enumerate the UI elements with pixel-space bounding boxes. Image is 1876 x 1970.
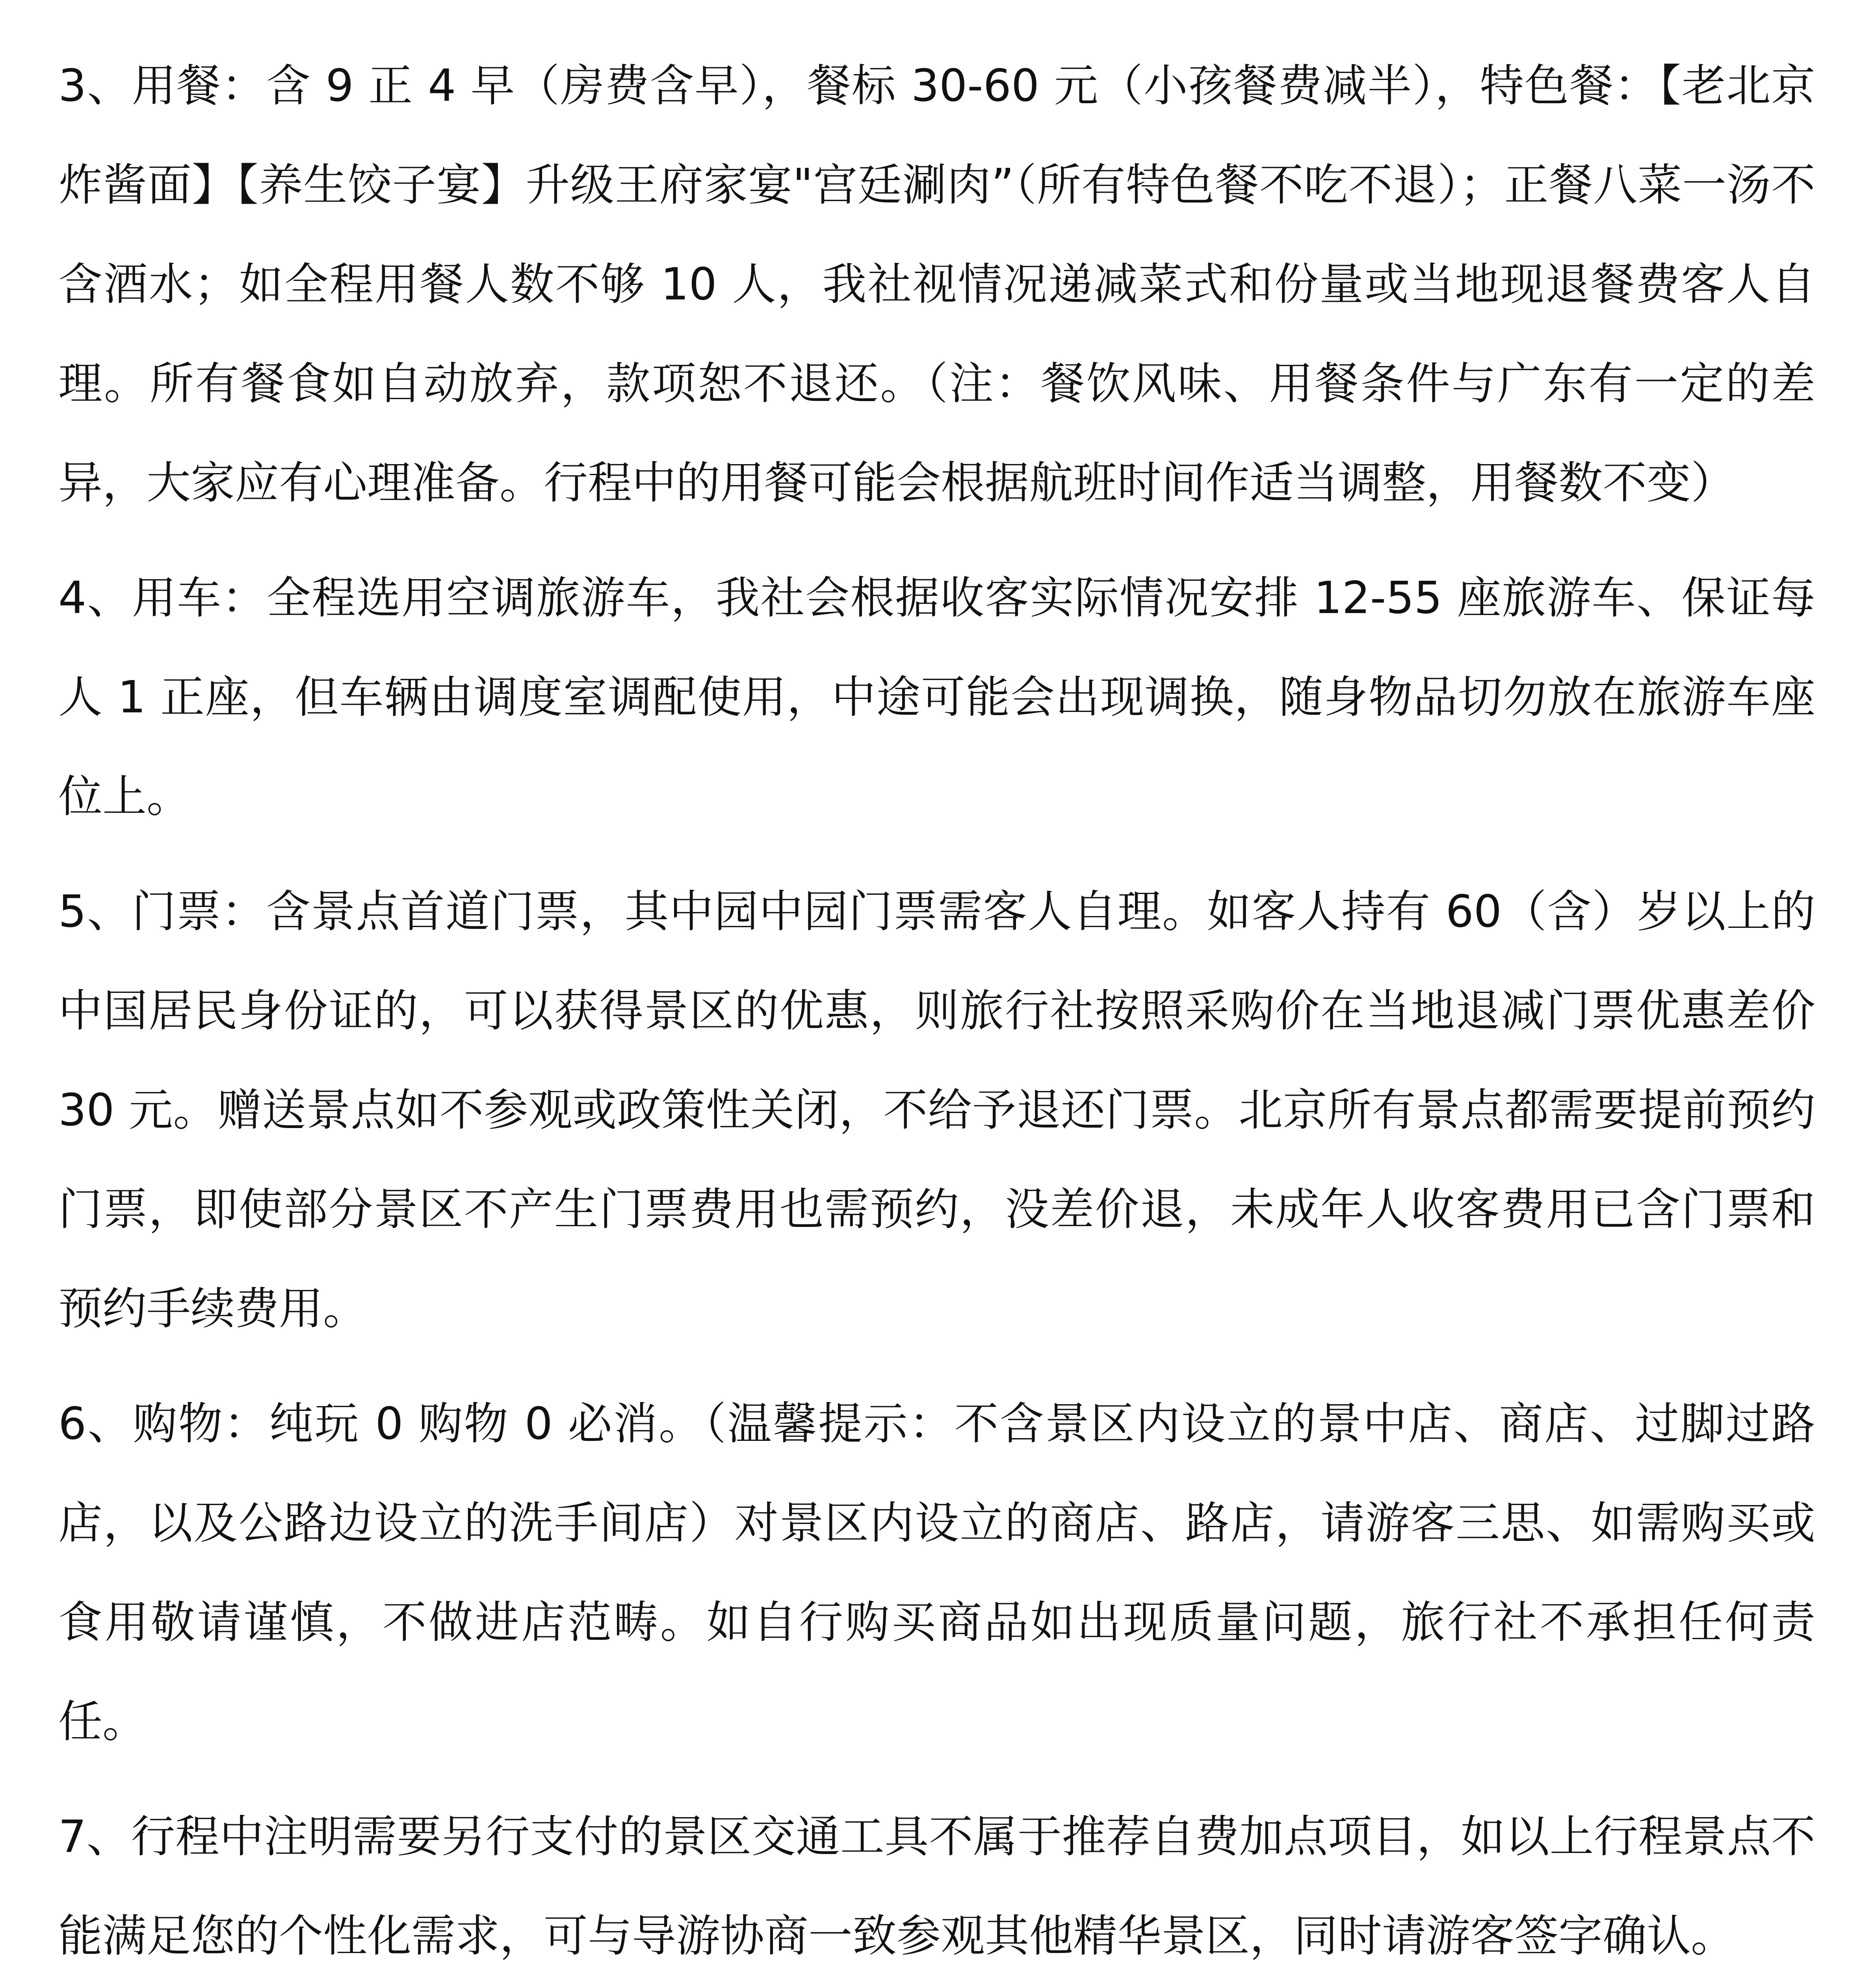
shopping-paragraph: 6、购物：纯玩 0 购物 0 必消。（温馨提示：不含景区内设立的景中店、商店、过脚过路店，以及公路边设立的洗手间店）对景区内设立的商店、路店，请游客三思、如需购买或食用敬请谨慎，不做进店范畴。如自行购买商品如出现质量问题，旅行社不承担任何责任。 — [58, 1398, 1815, 1747]
meal-paragraph: 3、用餐：含 9 正 4 早（房费含早），餐标 30-60 元（小孩餐费减半），特色餐：【老北京炸酱面】【养生饺子宴】升级王府家宴"宫廷涮肉”（所有特色餐不吃不退）；正餐八菜一汤不含酒水；如全程用餐人数不够 10 人，我社视情况递减菜式和份量或当地现退餐费客人自理。所有餐食如自动放弃，款项恕不退还。（注：餐饮风味、用餐条件与广东有一定的差异，大家应有心理准备。行程中的用餐可能会根据航班时间作适当调整，用餐数不变） — [58, 60, 1815, 509]
transport-note-paragraph: 7、行程中注明需要另行支付的景区交通工具不属于推荐自费加点项目，如以上行程景点不能满足您的个性化需求，可与导游协商一致参观其他精华景区，同时请游客签字确认。 — [58, 1811, 1815, 1962]
vehicle-paragraph: 4、用车：全程选用空调旅游车，我社会根据收客实际情况安排 12-55 座旅游车、保证每人 1 正座，但车辆由调度室调配使用，中途可能会出现调换，随身物品切勿放在旅游车座位上。 — [58, 572, 1815, 822]
document-body — [58, 36, 1815, 1970]
ticket-paragraph: 5、门票：含景点首道门票，其中园中园门票需客人自理。如客人持有 60（含）岁以上的中国居民身份证的，可以获得景区的优惠，则旅行社按照采购价在当地退减门票优惠差价 30 元。赠送景点如不参观或政策性关闭，不给予退还门票。北京所有景点都需要提前预约门票，即使部分景区不产生门票费用也需预约，没差价退，未成年人收客费用已含门票和预约手续费用。 — [58, 886, 1815, 1334]
